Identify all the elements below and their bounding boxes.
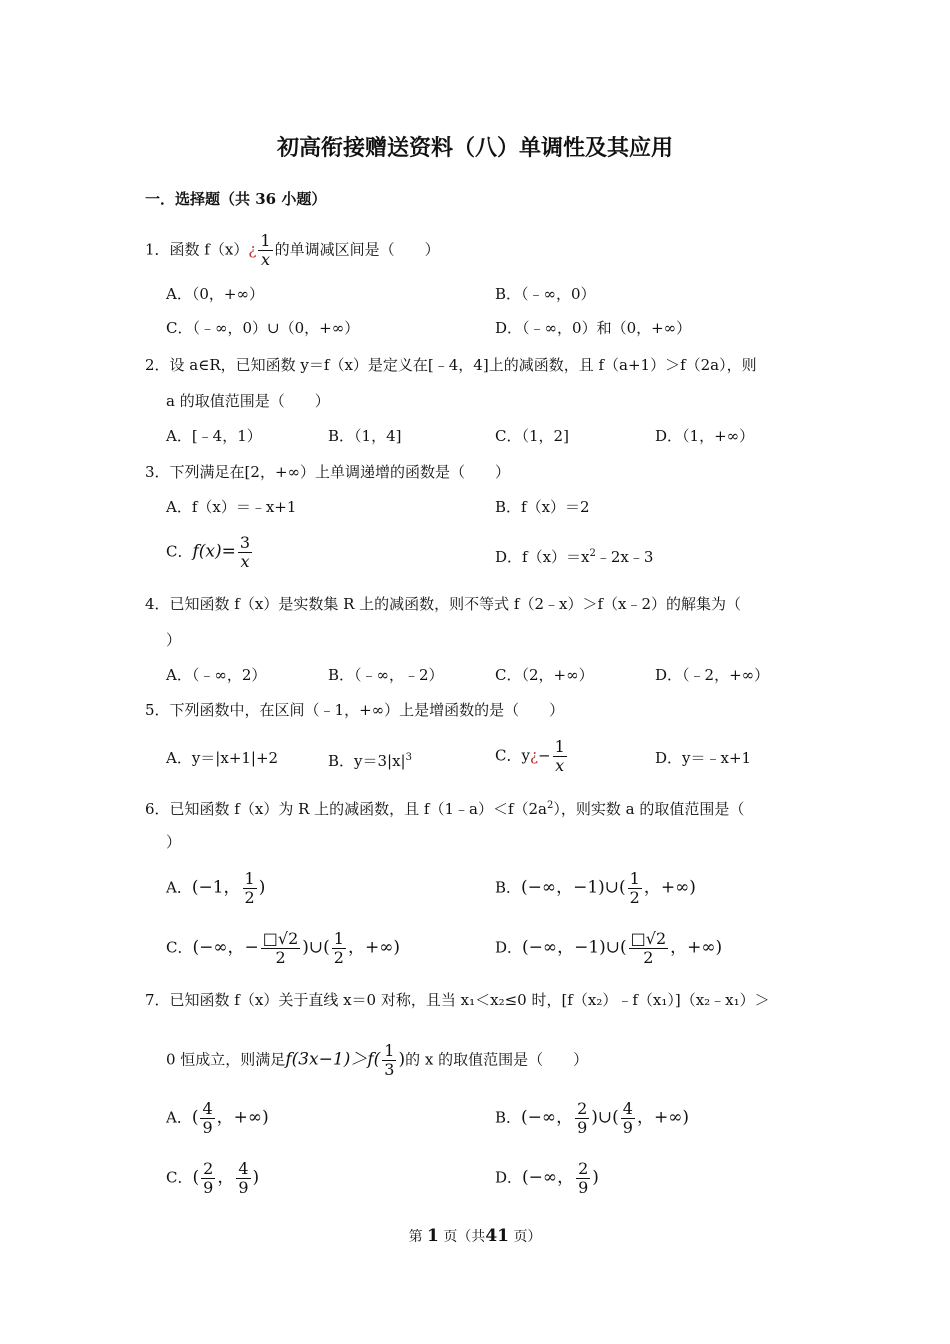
question-2-option-b[interactable]: B．（1，4] — [328, 427, 402, 445]
question-4-stem-line1: 4．已知函数 f（x）是实数集 R 上的减函数，则不等式 f（2﹣x）＞f（x﹣2）的解集为（ — [145, 595, 742, 613]
question-7-stem-line2: 0 恒成立，则满足f(3x−1)＞f( $\frac{1}{3}$ )的 x 的取值范围是（ ） — [166, 1041, 589, 1079]
question-4-option-b[interactable]: B．（﹣∞，﹣2） — [328, 666, 444, 684]
question-7-option-b[interactable]: B．(−∞， $\frac{2}{9}$ )∪( $\frac{4}{9}$ ，+∞) — [495, 1099, 690, 1137]
question-7-stem-line1: 7．已知函数 f（x）关于直线 x＝0 对称，且当 x₁＜x₂≤0 时，[f（x₂）﹣f（x₁）]（x₂﹣x₁）＞ — [145, 991, 770, 1009]
question-3-option-a[interactable]: A．f（x）＝﹣x+1 — [166, 498, 297, 516]
fraction: $\frac{2}{9}$ — [203, 1159, 214, 1197]
fraction: $\frac{1}{x}$ — [554, 737, 565, 775]
question-7-option-d[interactable]: D．(−∞， $\frac{2}{9}$ ) — [495, 1159, 599, 1197]
question-3-option-b[interactable]: B．f（x）＝2 — [495, 498, 590, 516]
fraction: $\frac{1}{x}$ — [260, 231, 271, 269]
question-2-option-c[interactable]: C．（1，2] — [495, 427, 569, 445]
question-4-stem-line2: ） — [166, 631, 182, 649]
question-1-option-d[interactable]: D．（﹣∞，0）和（0，+∞） — [495, 319, 692, 337]
question-3-stem: 3．下列满足在[2，+∞）上单调递增的函数是（ ） — [145, 463, 511, 481]
question-6-stem-line1: 6．已知函数 f（x）为 R 上的减函数，且 $f(1﹣a)<f(2a^2)$，则实数 a 的取值范围是（ — [145, 800, 745, 818]
question-1-option-a[interactable]: A．（0，+∞） — [166, 285, 264, 303]
section-heading: 一．选择题（共 36 小题） — [145, 190, 327, 208]
question-1-option-b[interactable]: B．（﹣∞，0） — [495, 285, 596, 303]
question-2-stem-line1: 2．设 a∈R，已知函数 y＝f（x）是定义在[﹣4，4]上的减函数，且 f（a+1）＞f（2a），则 — [145, 356, 757, 374]
question-2-option-a[interactable]: A．[﹣4，1） — [166, 427, 262, 445]
question-1-stem: 1．函数 f（x）¿ $\frac{1}{x}$ 的单调减区间是（ ） — [145, 231, 440, 269]
question-6-option-c[interactable]: C．(−∞，− $\frac{□√2}{2}$ )∪( $\frac{1}{2}$ ，+∞) — [166, 929, 401, 967]
question-4-option-d[interactable]: D．（﹣2，+∞） — [655, 666, 770, 684]
question-7-option-a[interactable]: A．( $\frac{4}{9}$ ，+∞) — [166, 1099, 269, 1137]
question-4-option-a[interactable]: A．（﹣∞，2） — [166, 666, 267, 684]
question-2-stem-line2: a 的取值范围是（ ） — [166, 392, 330, 410]
page-footer: 第 1 页（共41 页） — [408, 1226, 542, 1246]
fraction: $\frac{1}{2}$ — [629, 869, 640, 907]
fraction: $\frac{2}{9}$ — [578, 1159, 589, 1197]
fraction: $\frac{□√2}{2}$ — [630, 929, 667, 967]
fraction: $\frac{4}{9}$ — [202, 1099, 213, 1137]
fraction: $\frac{2}{9}$ — [577, 1099, 588, 1137]
fraction: $\frac{□√2}{2}$ — [262, 929, 299, 967]
fraction: $\frac{3}{x}$ — [239, 533, 251, 571]
question-3-option-c[interactable]: C．f(x)= $\frac{3}{x}$ — [166, 533, 251, 571]
question-6-option-d[interactable]: D．(−∞，−1)∪( $\frac{□√2}{2}$ ，+∞) — [495, 929, 723, 967]
fraction: $\frac{1}{3}$ — [384, 1041, 395, 1079]
question-3-option-d[interactable]: D．$f(x)=x^2﹣2x﹣3$ — [495, 548, 654, 566]
question-6-option-b[interactable]: B．(−∞，−1)∪( $\frac{1}{2}$ ，+∞) — [495, 869, 696, 907]
question-6-stem-line2: ） — [166, 833, 182, 851]
question-4-option-c[interactable]: C．（2，+∞） — [495, 666, 594, 684]
question-7-option-c[interactable]: C．( $\frac{2}{9}$ ， $\frac{4}{9}$ ) — [166, 1159, 260, 1197]
fraction: $\frac{4}{9}$ — [238, 1159, 249, 1197]
fraction: $\frac{4}{9}$ — [622, 1099, 633, 1137]
fraction: $\frac{1}{2}$ — [333, 929, 344, 967]
question-5-stem: 5．下列函数中，在区间（﹣1，+∞）上是增函数的是（ ） — [145, 701, 565, 719]
page-title: 初高衔接赠送资料（八）单调性及其应用 — [276, 135, 673, 161]
question-1-option-c[interactable]: C．（﹣∞，0）∪（0，+∞） — [166, 319, 360, 337]
question-6-option-a[interactable]: A．(−1， $\frac{1}{2}$ ) — [166, 869, 266, 907]
question-2-option-d[interactable]: D．（1，+∞） — [655, 427, 755, 445]
question-5-option-a[interactable]: A．y＝|x+1|+2 — [166, 749, 279, 767]
question-5-option-c[interactable]: C．y¿− $\frac{1}{x}$ — [495, 737, 565, 775]
question-5-option-d[interactable]: D．y＝﹣x+1 — [655, 749, 752, 767]
question-5-option-b[interactable]: B．$y=3|x|^3$ — [328, 752, 412, 770]
fraction: $\frac{1}{2}$ — [244, 869, 255, 907]
